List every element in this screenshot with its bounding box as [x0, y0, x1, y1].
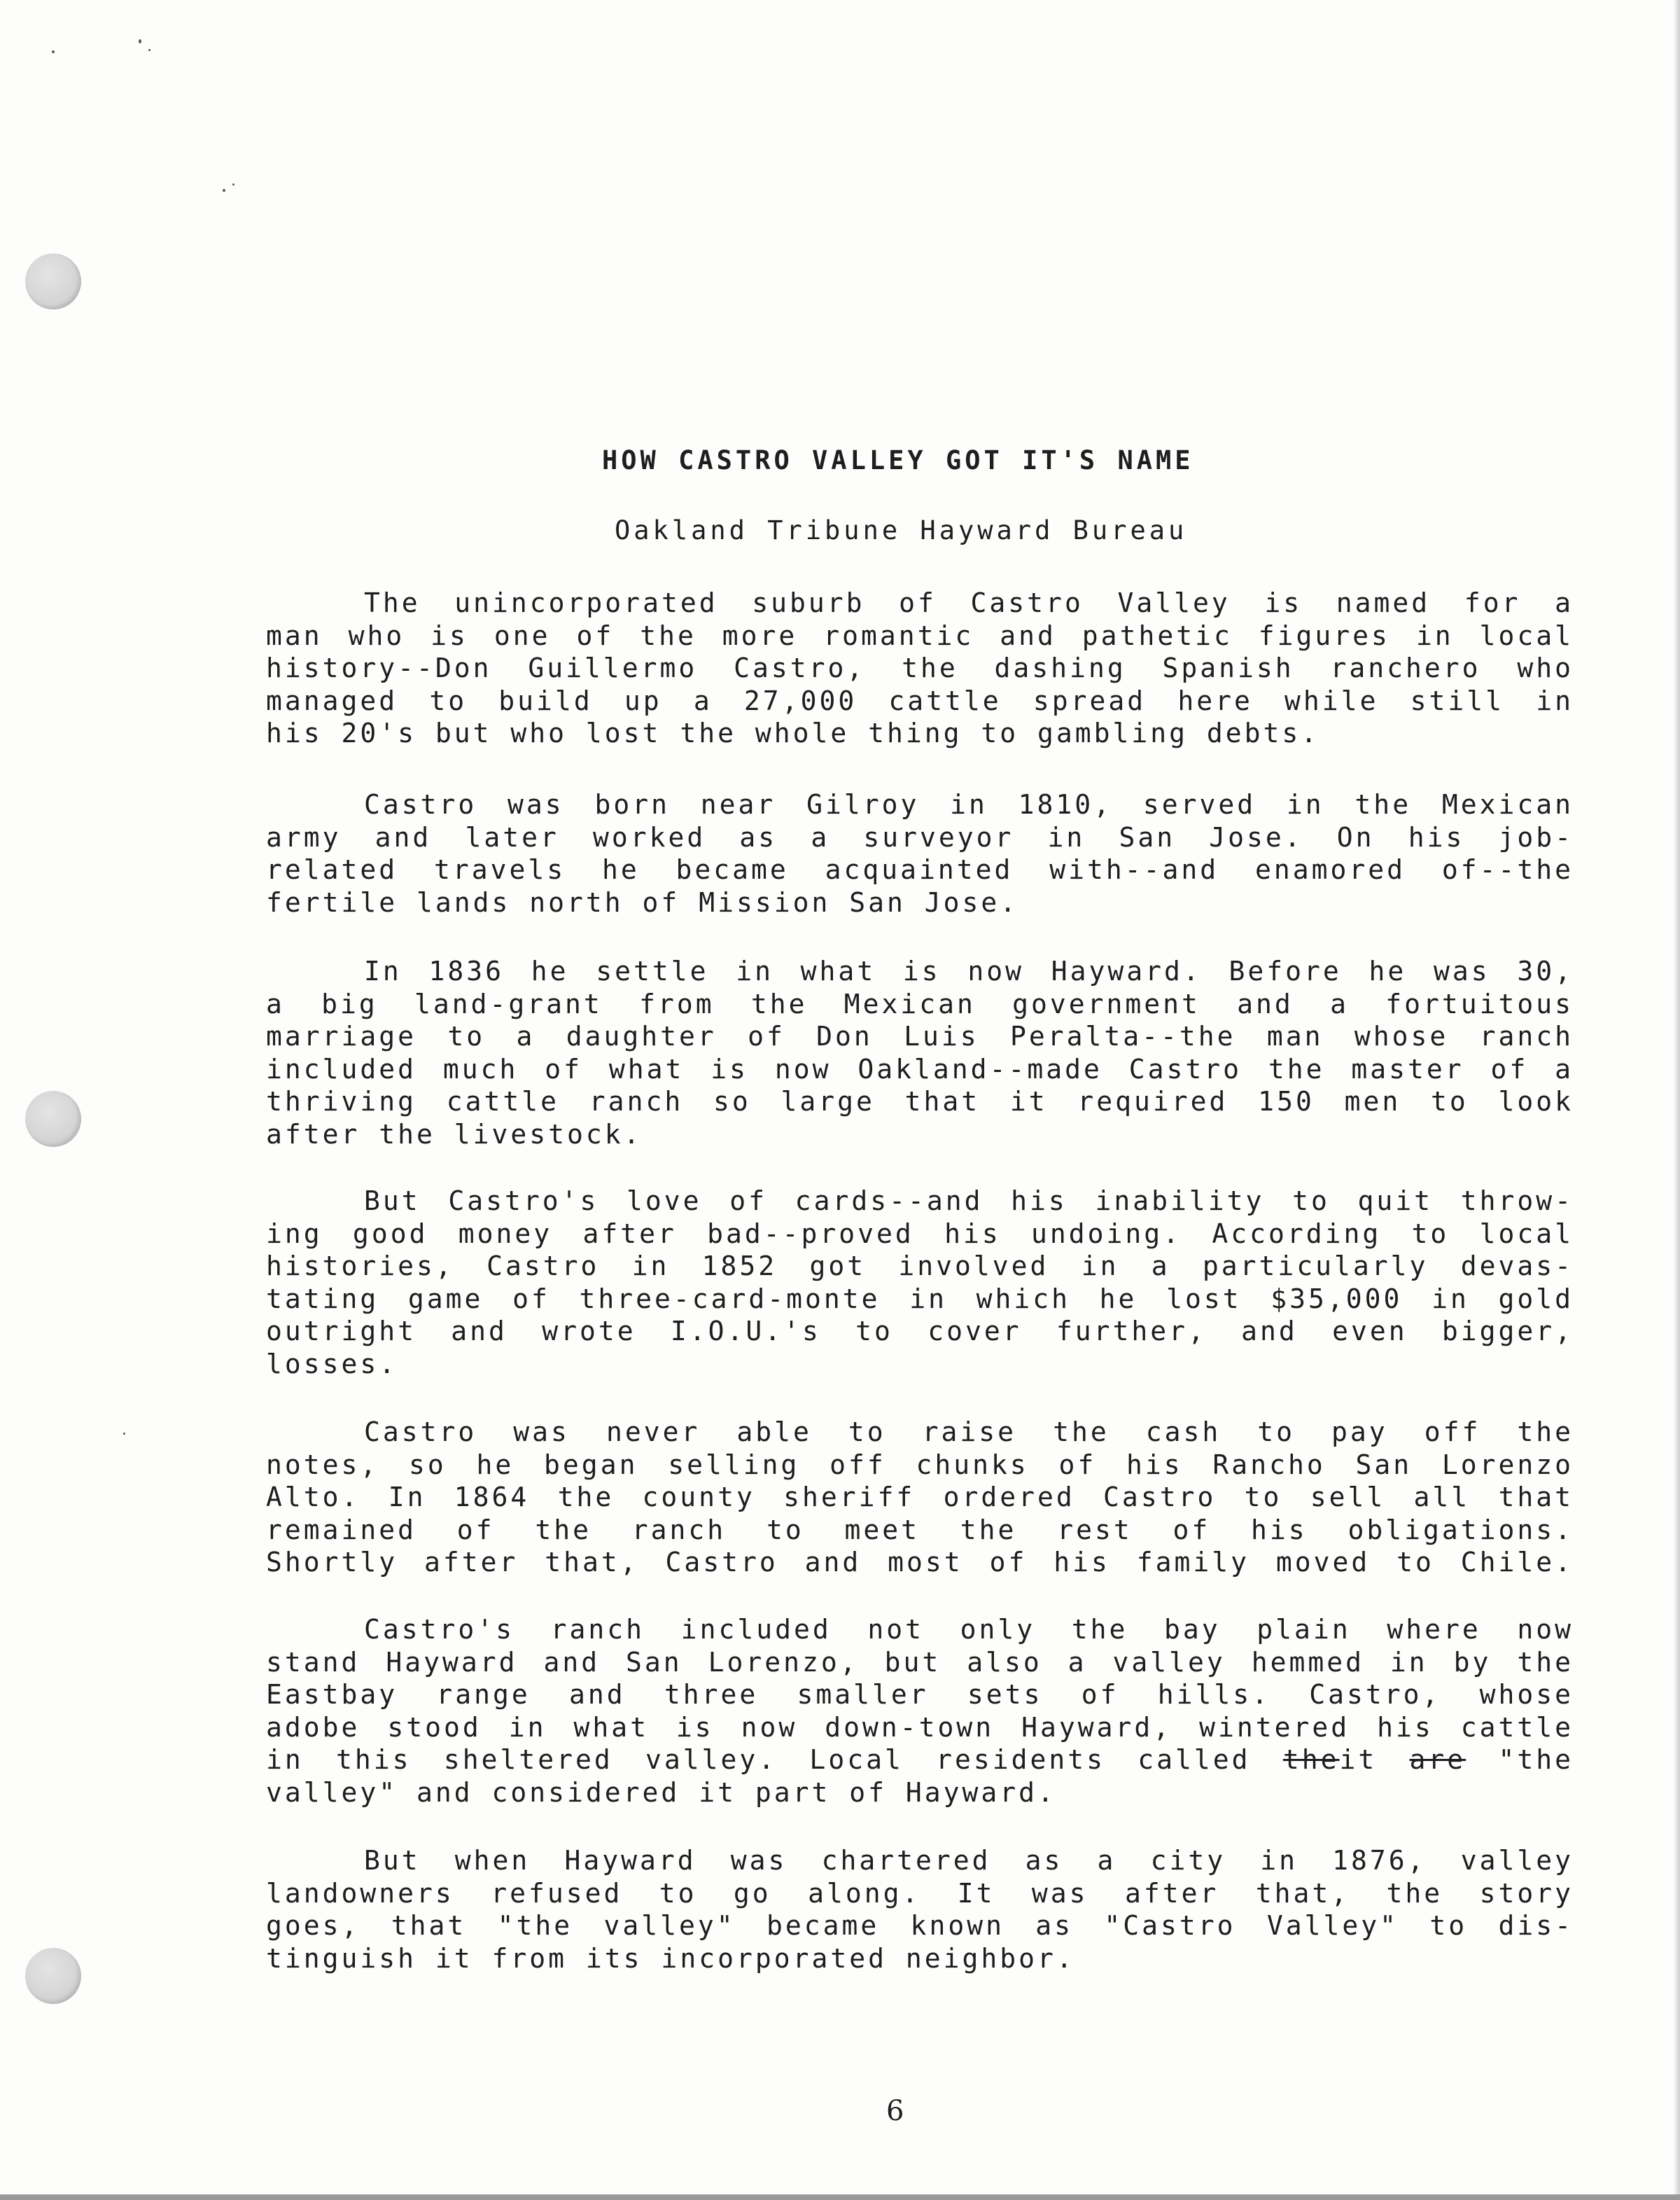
page-bottom-edge	[0, 2194, 1680, 2200]
text-line: man who is one of the more romantic and pathetic figures in local	[266, 620, 1574, 651]
text-line: Castro was never able to raise the cash to pay off the	[364, 1416, 1574, 1447]
paragraph-7	[266, 1844, 1574, 1975]
text-line: losses.	[266, 1348, 398, 1379]
text-line: tinguish it from its incorporated neighbor.	[266, 1942, 1075, 1974]
text-line: But when Hayward was chartered as a city in 1876, valley	[364, 1845, 1574, 1876]
text-line: Alto. In 1864 the county sheriff ordered Castro to sell all that	[266, 1482, 1574, 1512]
paragraph-5	[266, 1416, 1574, 1579]
punch-hole-bottom	[25, 1948, 81, 2004]
struck-word: are	[1409, 1744, 1466, 1775]
scan-speck	[232, 183, 234, 186]
text-line: a big land-grant from the Mexican government and a fortuitous	[266, 988, 1574, 1019]
text-segment: "the	[1498, 1744, 1574, 1775]
punch-hole-middle	[25, 1091, 81, 1147]
page-number: 6	[886, 2095, 904, 2127]
text-line: Castro's ranch included not only the bay plain where now	[364, 1614, 1574, 1645]
text-line: But Castro's love of cards--and his inability to quit throw-	[364, 1185, 1574, 1216]
text-line: notes, so he began selling off chunks of his Rancho San Lorenzo	[266, 1449, 1574, 1480]
text-line: after the livestock.	[266, 1118, 643, 1150]
scan-speck	[123, 1433, 125, 1435]
text-line: managed to build up a 27,000 cattle spread here while still in	[266, 685, 1574, 716]
scan-speck	[223, 189, 225, 192]
scan-speck	[139, 39, 141, 43]
text-line: fertile lands north of Mission San Jose.	[266, 886, 1019, 918]
text-line: stand Hayward and San Lorenzo, but also a valley hemmed in by the	[266, 1646, 1574, 1678]
text-line: history--Don Guillermo Castro, the dashing Spanish ranchero who	[266, 653, 1574, 683]
text-line: Eastbay range and three smaller sets of hills. Castro, whose	[266, 1679, 1574, 1710]
punch-hole-top	[25, 253, 81, 309]
text-line-with-correction	[266, 1743, 1574, 1776]
text-line: marriage to a daughter of Don Luis Peralta--the man whose ranch	[266, 1021, 1574, 1052]
text-line: Shortly after that, Castro and most of his family moved to Chile.	[266, 1547, 1574, 1578]
paragraph-1	[266, 587, 1574, 750]
text-line: Castro was born near Gilroy in 1810, served in the Mexican	[364, 789, 1574, 820]
page-edge-shadow	[1673, 0, 1680, 2200]
paragraph-4	[266, 1185, 1574, 1380]
text-line: goes, that "the valley" became known as "Castro Valley" to dis-	[266, 1910, 1574, 1941]
text-line: his 20's but who lost the whole thing to gambling debts.	[266, 718, 1320, 749]
text-line: landowners refused to go along. It was after that, the story	[266, 1877, 1574, 1909]
document-title: HOW CASTRO VALLEY GOT IT'S NAME	[602, 445, 1194, 475]
text-line: adobe stood in what is now down-town Hayward, wintered his cattle	[266, 1711, 1574, 1743]
text-line: valley" and considered it part of Hayward.	[266, 1776, 1056, 1808]
text-line: outright and wrote I.O.U.'s to cover further, and even bigger,	[266, 1316, 1574, 1346]
paragraph-2	[266, 788, 1574, 919]
text-line: ing good money after bad--proved his undoing. According to local	[266, 1218, 1574, 1249]
text-line: army and later worked as a surveyor in San Jose. On his job-	[266, 821, 1574, 853]
handwritten-insertion: it	[1339, 1744, 1378, 1775]
text-line: histories, Castro in 1852 got involved in a particularly devas-	[266, 1251, 1574, 1281]
text-line: remained of the ranch to meet the rest of his obligations.	[266, 1514, 1574, 1545]
text-line: tating game of three-card-monte in which he lost $35,000 in gold	[266, 1283, 1574, 1314]
scan-speck	[148, 49, 150, 51]
paragraph-6	[266, 1613, 1574, 1809]
paragraph-3	[266, 955, 1574, 1150]
text-segment: in this sheltered valley. Local residents called	[266, 1744, 1251, 1775]
text-line: thriving cattle ranch so large that it required 150 men to look	[266, 1086, 1574, 1117]
text-line: related travels he became acquainted with--and enamored of--the	[266, 854, 1574, 885]
text-line: included much of what is now Oakland--made Castro the master of a	[266, 1053, 1574, 1085]
document-byline: Oakland Tribune Hayward Bureau	[615, 515, 1188, 545]
scan-speck	[52, 50, 55, 53]
struck-word: the	[1282, 1744, 1340, 1775]
text-line: In 1836 he settle in what is now Hayward. Before he was 30,	[364, 956, 1574, 987]
text-line: The unincorporated suburb of Castro Valley is named for a	[364, 587, 1574, 618]
